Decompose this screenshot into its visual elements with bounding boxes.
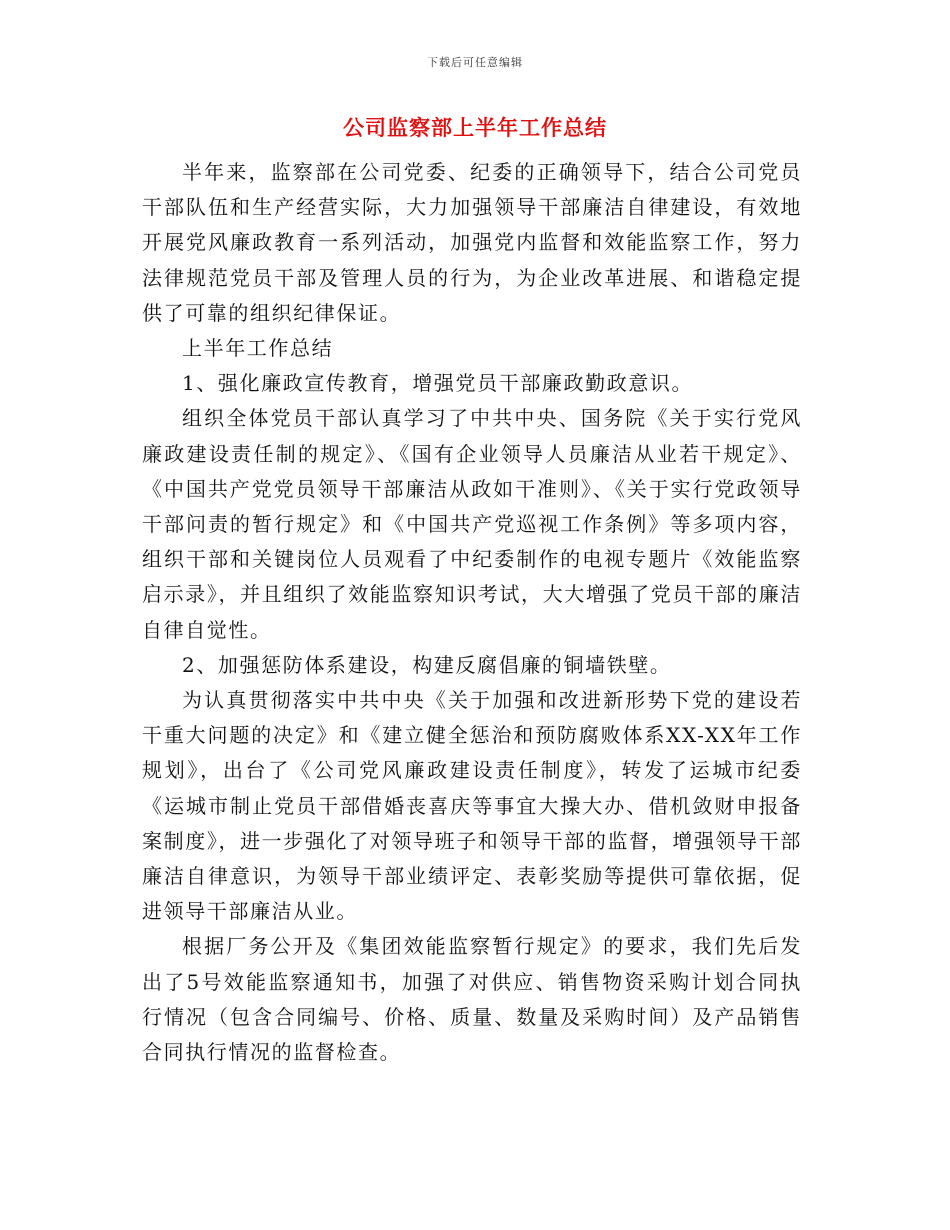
paragraph-item-2-extra: 根据厂务公开及《集团效能监察暂行规定》的要求，我们先后发出了5号效能监察通知书，加强了对供应、销售物资采购计划合同执行情况（包含合同编号、价格、质量、数量及采购时间）及产品销售合同执行情况的监督检查。 [142,934,802,1065]
paragraph-item-1-heading: 1、强化廉政宣传教育，增强党员干部廉政勤政意识。 [182,371,694,396]
paragraph-intro: 半年来，监察部在公司党委、纪委的正确领导下，结合公司党员干部队伍和生产经营实际，大力加强领导干部廉洁自律建设，有效地开展党风廉政教育一系列活动，加强党内监督和效能监察工作，努力法律规范党员干部及管理人员的行为，为企业改革进展、和谐稳定提供了可靠的组织纪律保证。 [142,160,802,325]
paragraph-item-1-body: 组织全体党员干部认真学习了中共中央、国务院《关于实行党风廉政建设责任制的规定》、《国有企业领导人员廉洁从业若干规定》、《中国共产党党员领导干部廉洁从政如干准则》、《关于实行党政领导干部问责的暂行规定》和《中国共产党巡视工作条例》等多项内容，组织干部和关键岗位人员观看了中纪委制作的电视专题片《效能监察启示录》，并且组织了效能监察知识考试，大大增强了党员干部的廉洁自律自觉性。 [142,406,802,642]
paragraph-item-2-heading: 2、加强惩防体系建设，构建反腐倡廉的铜墙铁壁。 [182,652,672,677]
paragraph-section-heading: 上半年工作总结 [182,336,334,361]
document-title: 公司监察部上半年工作总结 [343,116,607,140]
header-note: 下载后可任意编辑 [427,56,523,69]
document-body [142,155,802,1070]
paragraph-item-2-body: 为认真贯彻落实中共中央《关于加强和改进新形势下党的建设若干重大问题的决定》和《建立健全惩治和预防腐败体系XX-XX年工作规划》，出台了《公司党风廉政建设责任制度》，转发了运城市纪委《运城市制止党员干部借婚丧喜庆等事宜大操大办、借机敛财申报备案制度》，进一步强化了对领导班子和领导干部的监督，增强领导干部廉洁自律意识，为领导干部业绩评定、表彰奖励等提供可靠依据，促进领导干部廉洁从业。 [142,688,802,924]
